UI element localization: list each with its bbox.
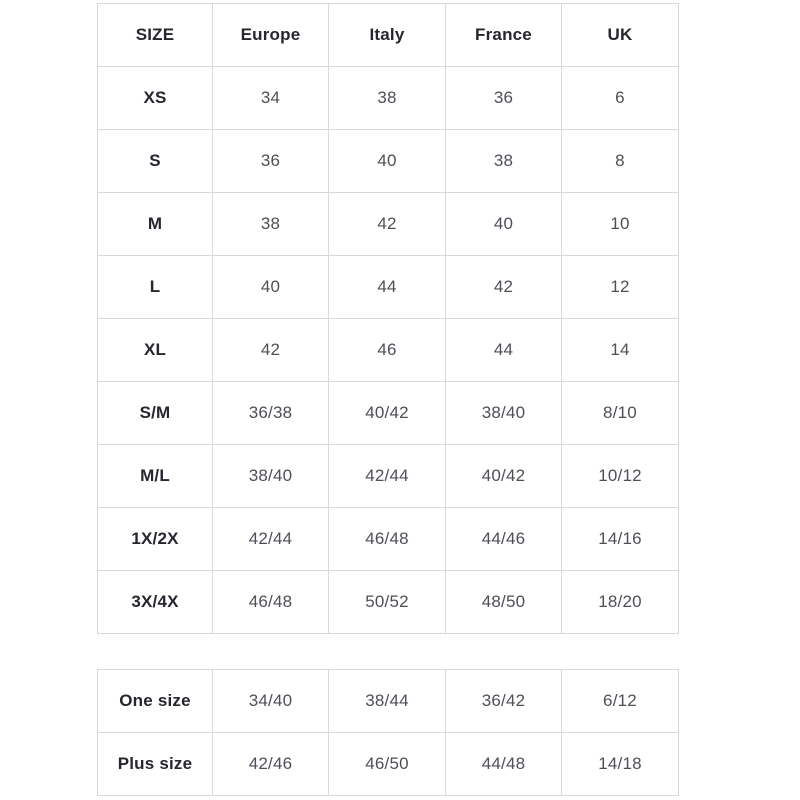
size-cell: 42 [329, 193, 446, 256]
size-cell: 36/42 [446, 670, 562, 733]
size-cell: 38 [213, 193, 329, 256]
size-cell: 40 [213, 256, 329, 319]
size-cell: 40/42 [329, 382, 446, 445]
size-conversion-table [97, 3, 679, 634]
size-cell: 46 [329, 319, 446, 382]
table-row-s [98, 130, 679, 193]
size-cell: 38 [329, 67, 446, 130]
row-label-xs: XS [98, 67, 213, 130]
table-row-m [98, 193, 679, 256]
row-label-ml: M/L [98, 445, 213, 508]
row-label-3x4x: 3X/4X [98, 571, 213, 634]
table-row-xl [98, 319, 679, 382]
size-cell: 40 [329, 130, 446, 193]
size-cell: 40/42 [446, 445, 562, 508]
size-cell: 48/50 [446, 571, 562, 634]
size-cell: 42/46 [213, 733, 329, 796]
size-cell: 14/18 [562, 733, 679, 796]
row-label-sm: S/M [98, 382, 213, 445]
size-cell: 6 [562, 67, 679, 130]
table-row-xs [98, 67, 679, 130]
column-header-europe: Europe [213, 4, 329, 67]
size-cell: 38/44 [329, 670, 446, 733]
table-row-3x4x [98, 571, 679, 634]
size-cell: 44 [329, 256, 446, 319]
size-cell: 34/40 [213, 670, 329, 733]
size-cell: 42 [213, 319, 329, 382]
row-label-l: L [98, 256, 213, 319]
size-cell: 14/16 [562, 508, 679, 571]
table-row-plus-size [98, 733, 679, 796]
column-header-france: France [446, 4, 562, 67]
size-cell: 44/48 [446, 733, 562, 796]
size-cell: 6/12 [562, 670, 679, 733]
size-cell: 18/20 [562, 571, 679, 634]
size-cell: 50/52 [329, 571, 446, 634]
table-row-1x2x [98, 508, 679, 571]
size-cell: 8 [562, 130, 679, 193]
table-row-sm [98, 382, 679, 445]
column-header-italy: Italy [329, 4, 446, 67]
table-row-one-size [98, 670, 679, 733]
size-cell: 10 [562, 193, 679, 256]
size-cell: 12 [562, 256, 679, 319]
row-label-1x2x: 1X/2X [98, 508, 213, 571]
size-cell: 36 [446, 67, 562, 130]
table-row-l [98, 256, 679, 319]
size-cell: 34 [213, 67, 329, 130]
size-cell: 42/44 [213, 508, 329, 571]
size-cell: 46/48 [329, 508, 446, 571]
column-header-size: SIZE [98, 4, 213, 67]
row-label-one-size: One size [98, 670, 213, 733]
table-row-ml [98, 445, 679, 508]
size-cell: 36 [213, 130, 329, 193]
row-label-plus-size: Plus size [98, 733, 213, 796]
header-row [98, 4, 679, 67]
size-cell: 46/50 [329, 733, 446, 796]
tables-wrap [97, 3, 679, 796]
size-cell: 38/40 [213, 445, 329, 508]
column-header-uk: UK [562, 4, 679, 67]
row-label-m: M [98, 193, 213, 256]
special-sizes-table [97, 669, 679, 796]
size-cell: 38/40 [446, 382, 562, 445]
size-cell: 44/46 [446, 508, 562, 571]
size-cell: 38 [446, 130, 562, 193]
size-cell: 42/44 [329, 445, 446, 508]
size-cell: 10/12 [562, 445, 679, 508]
size-cell: 8/10 [562, 382, 679, 445]
size-cell: 36/38 [213, 382, 329, 445]
size-cell: 46/48 [213, 571, 329, 634]
row-label-s: S [98, 130, 213, 193]
row-label-xl: XL [98, 319, 213, 382]
size-cell: 14 [562, 319, 679, 382]
size-cell: 44 [446, 319, 562, 382]
size-cell: 42 [446, 256, 562, 319]
size-cell: 40 [446, 193, 562, 256]
